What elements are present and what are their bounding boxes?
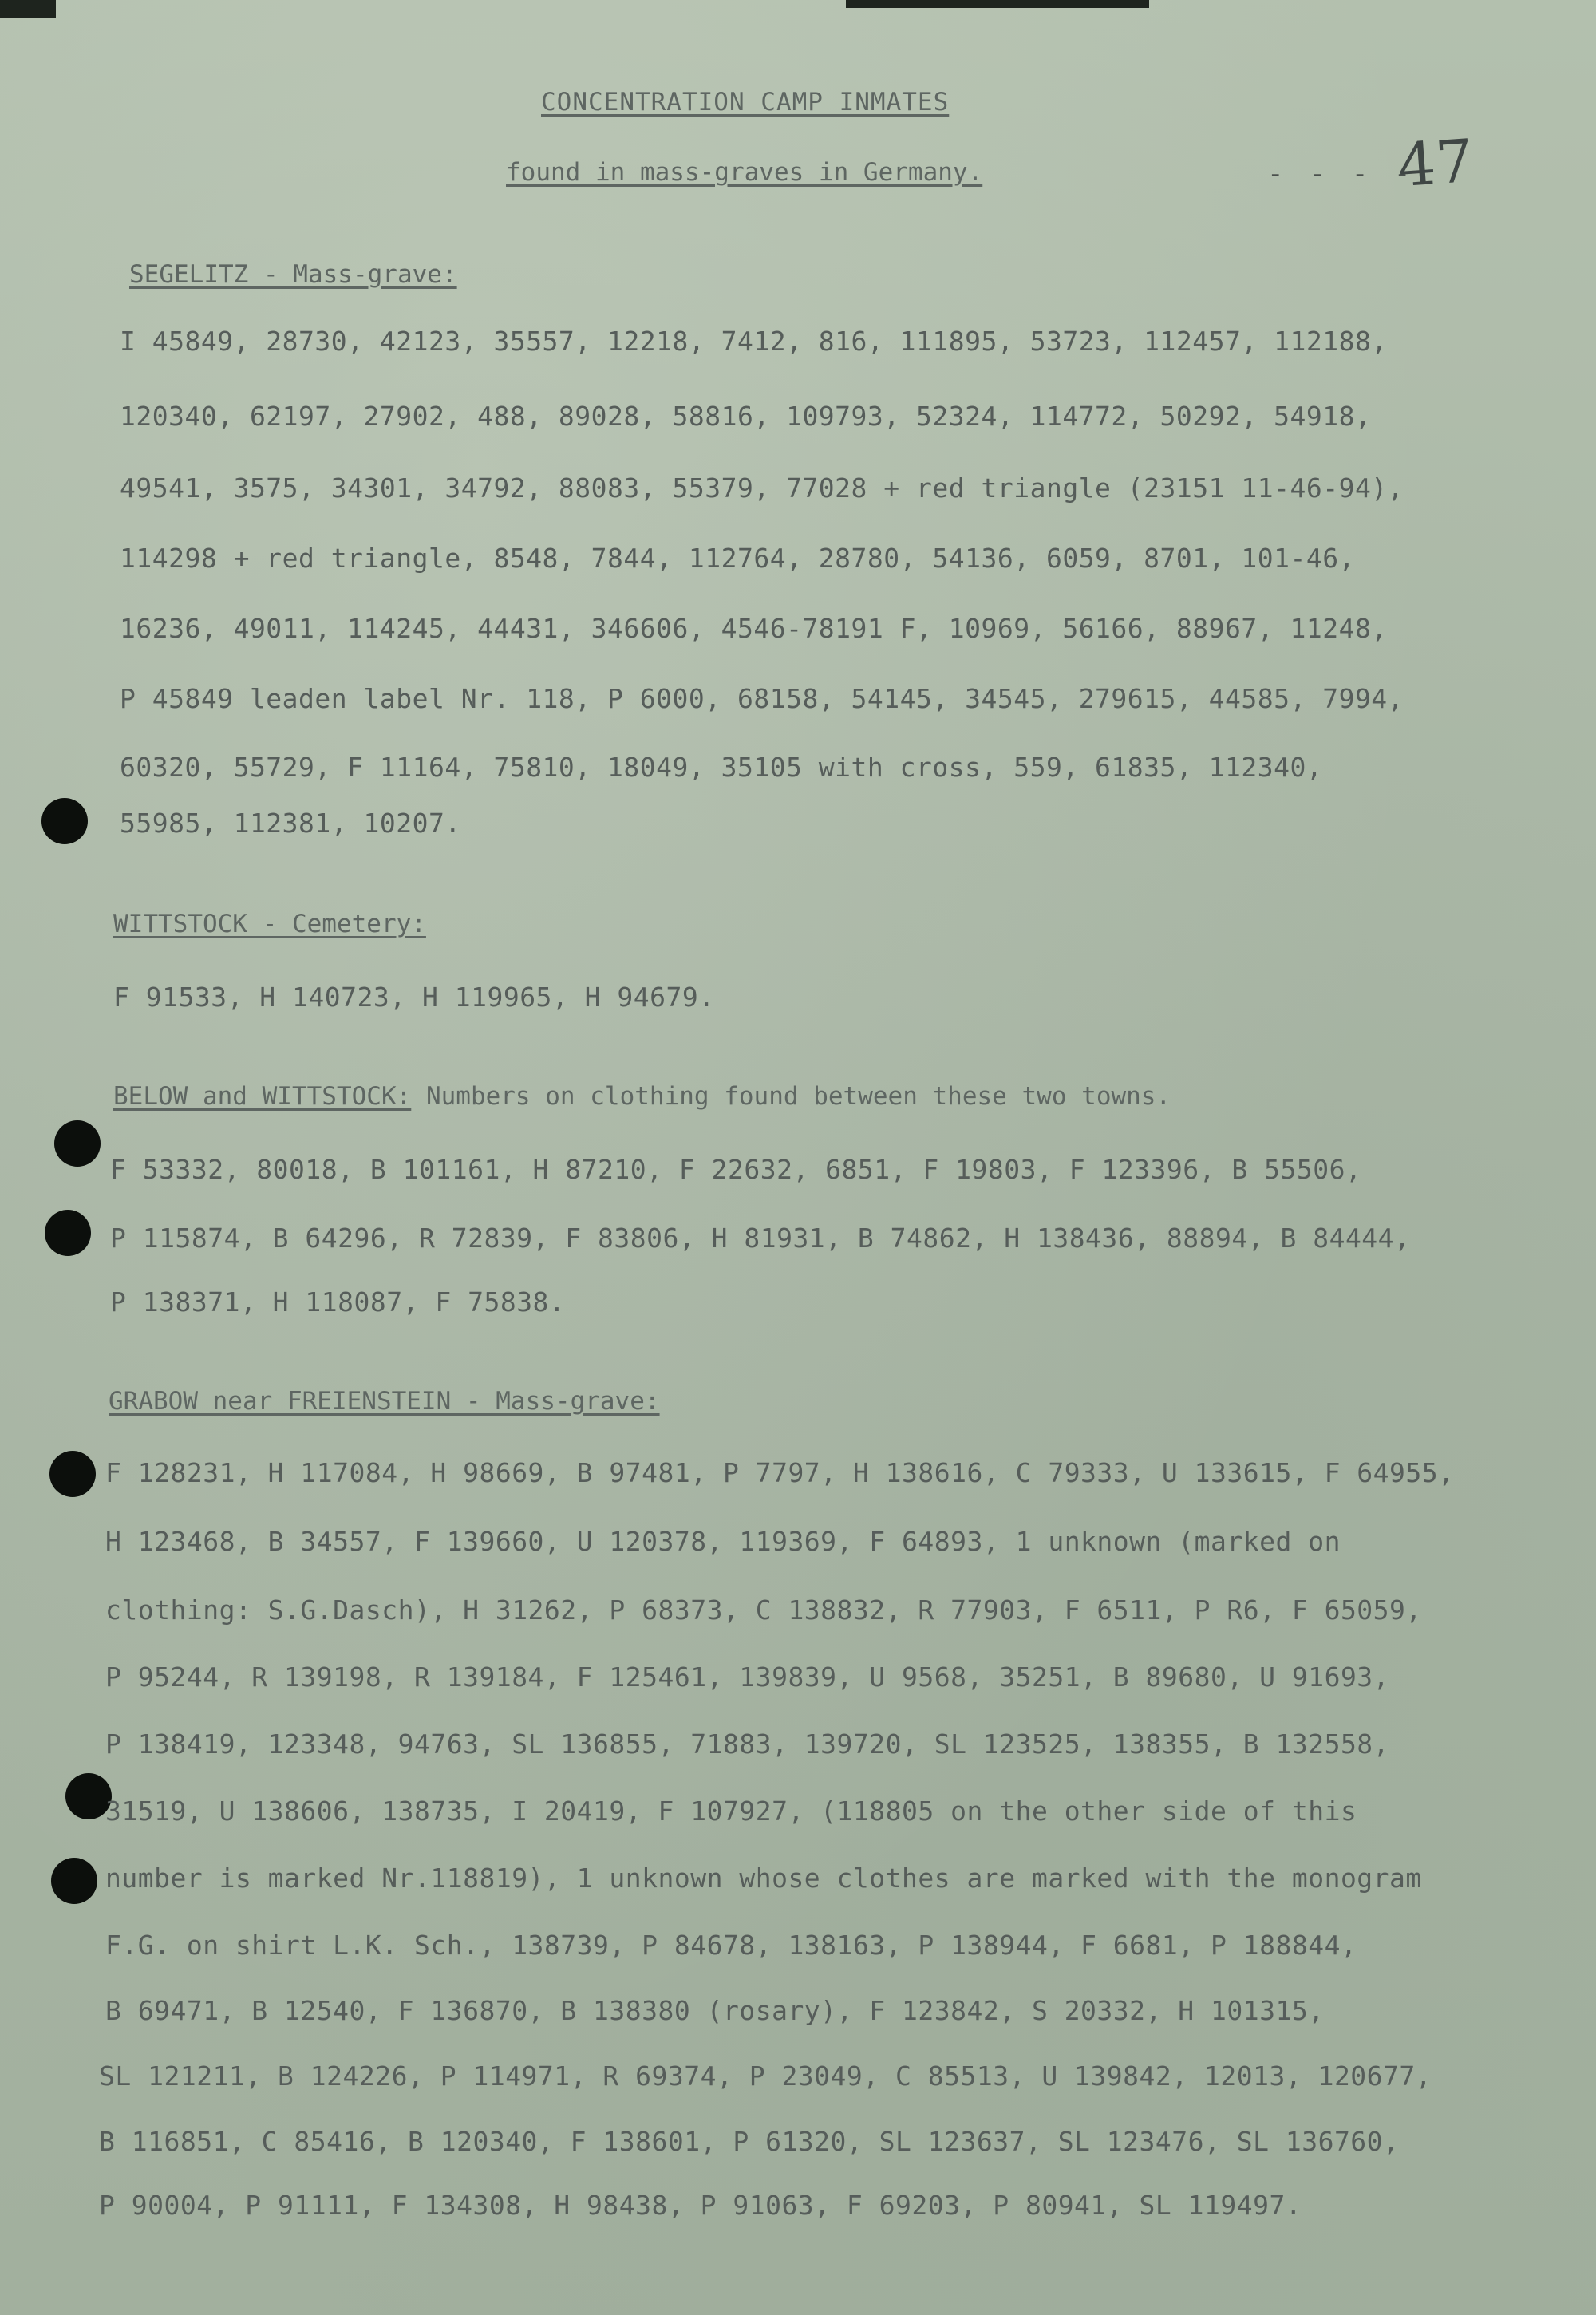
inmate-number-line: B 69471, B 12540, F 136870, B 138380 (rosary), F 123842, S 20332, H 101315,	[105, 1995, 1325, 2026]
inmate-number-line: P 95244, R 139198, R 139184, F 125461, 139839, U 9568, 35251, B 89680, U 91693,	[105, 1661, 1390, 1693]
document-title: CONCENTRATION CAMP INMATES	[541, 88, 950, 117]
inmate-number-line: I 45849, 28730, 42123, 35557, 12218, 7412, 816, 111895, 53723, 112457, 112188,	[120, 326, 1388, 357]
inmate-number-line: P 90004, P 91111, F 134308, H 98438, P 91063, F 69203, P 80941, SL 119497.	[99, 2190, 1302, 2221]
punch-hole	[54, 1120, 101, 1167]
section-heading-below-wittstock	[113, 1082, 1171, 1111]
inmate-number-line: 49541, 3575, 34301, 34792, 88083, 55379, 77028 + red triangle (23151 11-46-94),	[120, 472, 1404, 504]
inmate-number-line: P 45849 leaden label Nr. 118, P 6000, 68158, 54145, 34545, 279615, 44585, 7994,	[120, 683, 1404, 714]
section-heading-wittstock: WITTSTOCK - Cemetery:	[113, 910, 426, 938]
inmate-number-line: 16236, 49011, 114245, 44431, 346606, 4546-78191 F, 10969, 56166, 88967, 11248,	[120, 613, 1388, 644]
punch-hole	[41, 798, 88, 844]
inmate-number-line: P 115874, B 64296, R 72839, F 83806, H 81931, B 74862, H 138436, 88894, B 84444,	[110, 1223, 1411, 1254]
inmate-number-line: P 138371, H 118087, F 75838.	[110, 1286, 566, 1317]
section-heading-description: Numbers on clothing found between these two towns.	[425, 1082, 1171, 1111]
inmate-number-line: F.G. on shirt L.K. Sch., 138739, P 84678, 138163, P 138944, F 6681, P 188844,	[105, 1930, 1357, 1961]
inmate-number-line: number is marked Nr.118819), 1 unknown whose clothes are marked with the monogram	[105, 1863, 1422, 1894]
inmate-number-line: SL 121211, B 124226, P 114971, R 69374, P 23049, C 85513, U 139842, 12013, 120677,	[99, 2060, 1432, 2092]
scan-edge-mark-left	[0, 0, 56, 18]
document-subtitle: found in mass-graves in Germany.	[506, 158, 983, 187]
inmate-number-line: F 128231, H 117084, H 98669, B 97481, P 7797, H 138616, C 79333, U 133615, F 64955,	[105, 1457, 1455, 1488]
inmate-number-line: 60320, 55729, F 11164, 75810, 18049, 35105 with cross, 559, 61835, 112340,	[120, 752, 1323, 783]
inmate-number-line: 31519, U 138606, 138735, I 20419, F 107927, (118805 on the other side of this	[105, 1796, 1357, 1827]
page-number: 47	[1396, 126, 1476, 201]
inmate-number-line: F 91533, H 140723, H 119965, H 94679.	[113, 982, 715, 1013]
scan-edge-mark-right	[846, 0, 1149, 8]
section-heading-label: BELOW and WITTSTOCK:	[113, 1082, 412, 1111]
punch-hole	[45, 1210, 91, 1256]
punch-hole	[51, 1858, 97, 1904]
inmate-number-line: P 138419, 123348, 94763, SL 136855, 71883, 139720, SL 123525, 138355, B 132558,	[105, 1728, 1390, 1760]
punch-hole	[49, 1451, 96, 1497]
section-heading-grabow: GRABOW near FREIENSTEIN - Mass-grave:	[109, 1387, 660, 1416]
inmate-number-line: H 123468, B 34557, F 139660, U 120378, 119369, F 64893, 1 unknown (marked on	[105, 1526, 1341, 1557]
page-number-dashes: - - - -	[1267, 158, 1416, 190]
inmate-number-line: F 53332, 80018, B 101161, H 87210, F 22632, 6851, F 19803, F 123396, B 55506,	[110, 1154, 1362, 1185]
inmate-number-line: B 116851, C 85416, B 120340, F 138601, P 61320, SL 123637, SL 123476, SL 136760,	[99, 2126, 1400, 2157]
inmate-number-line: 120340, 62197, 27902, 488, 89028, 58816, 109793, 52324, 114772, 50292, 54918,	[120, 401, 1372, 432]
section-heading-segelitz: SEGELITZ - Mass-grave:	[129, 260, 457, 289]
inmate-number-line: 114298 + red triangle, 8548, 7844, 112764, 28780, 54136, 6059, 8701, 101-46,	[120, 543, 1355, 574]
inmate-number-line: 55985, 112381, 10207.	[120, 808, 461, 839]
inmate-number-line: clothing: S.G.Dasch), H 31262, P 68373, C 138832, R 77903, F 6511, P R6, F 65059,	[105, 1594, 1422, 1626]
